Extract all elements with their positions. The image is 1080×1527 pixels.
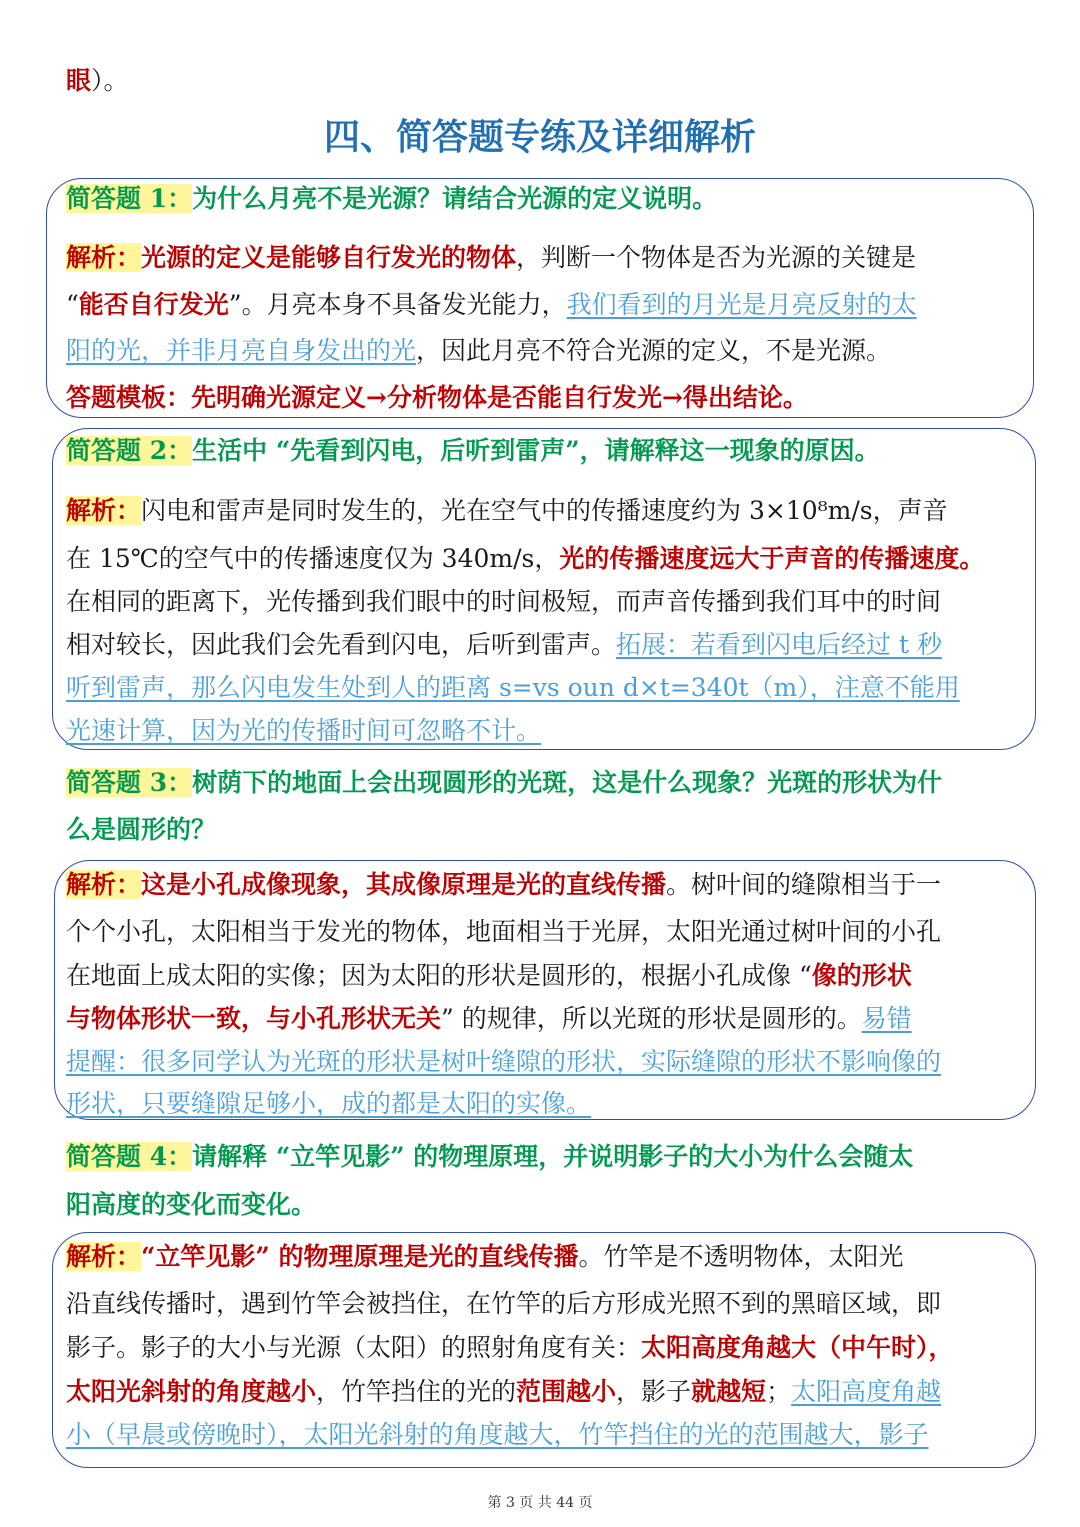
q3-analysis-line-2: 个个小孔，太阳相当于发光的物体，地面相当于光屏，太阳光通过树叶间的小孔 <box>66 917 942 946</box>
q3-analysis-line-5: 提醒：很多同学认为光斑的形状是树叶缝隙的形状，实际缝隙的形状不影响像的 <box>66 1047 942 1076</box>
q3-question-line-2: 么是圆形的？ <box>66 815 217 844</box>
q2-analysis-line-2: 在 15℃的空气中的传播速度仅为 340m/s，光的传播速度远大于声音的传播速度。 <box>66 544 985 573</box>
q1-question: 简答题 1：为什么月亮不是光源？请结合光源的定义说明。 <box>66 184 718 213</box>
q2-analysis-line-3: 在相同的距离下，光传播到我们眼中的时间极短，而声音传播到我们耳中的时间 <box>66 587 942 616</box>
q4-question-line-2: 阳高度的变化而变化。 <box>66 1190 317 1219</box>
q2-analysis-line-1: 解析：闪电和雷声是同时发生的，光在空气中的传播速度约为 3×10⁸m/s，声音 <box>66 496 948 525</box>
q4-analysis-line-4: 太阳光斜射的角度越小，竹竿挡住的光的范围越小，影子就越短；太阳高度角越 <box>66 1377 942 1406</box>
q1-answer-template: 答题模板：先明确光源定义→分析物体是否能自行发光→得出结论。 <box>66 383 808 412</box>
q3-analysis-line-1: 解析：这是小孔成像现象，其成像原理是光的直线传播。树叶间的缝隙相当于一 <box>66 870 942 899</box>
q4-analysis-line-2: 沿直线传播时，遇到竹竿会被挡住，在竹竿的后方形成光照不到的黑暗区域，即 <box>66 1289 942 1318</box>
q4-analysis-line-5: 小（早晨或傍晚时），太阳光斜射的角度越大，竹竿挡住的光的范围越大，影子 <box>66 1420 929 1449</box>
q3-analysis-line-6: 形状，只要缝隙足够小，成的都是太阳的实像。 <box>66 1089 592 1118</box>
q1-analysis-line-1: 解析：光源的定义是能够自行发光的物体，判断一个物体是否为光源的关键是 <box>66 243 917 272</box>
q4-analysis-line-1: 解析：“立竿见影” 的物理原理是光的直线传播。竹竿是不透明物体，太阳光 <box>66 1242 904 1271</box>
section-title: 四、简答题专练及详细解析 <box>323 116 756 158</box>
q3-question-line-1: 简答题 3：树荫下的地面上会出现圆形的光斑，这是什么现象？光斑的形状为什 <box>66 768 943 797</box>
q2-analysis-line-4: 相对较长，因此我们会先看到闪电，后听到雷声。拓展：若看到闪电后经过 t 秒 <box>66 630 942 659</box>
q2-analysis-line-5: 听到雷声，那么闪电发生处到人的距离 s=vs oun d×t=340t（m），注意不能用 <box>66 673 960 702</box>
q4-analysis-line-3: 影子。影子的大小与光源（太阳）的照射角度有关：太阳高度角越大（中午时）， <box>66 1333 954 1362</box>
q1-analysis-line-3: 阳的光，并非月亮自身发出的光，因此月亮不符合光源的定义，不是光源。 <box>66 336 892 365</box>
page-footer: 第 3 页 共 44 页 <box>487 1495 593 1511</box>
q2-analysis-line-6: 光速计算，因为光的传播时间可忽略不计。 <box>66 716 542 745</box>
q4-question-line-1: 简答题 4：请解释 “立竿见影” 的物理原理，并说明影子的大小为什么会随太 <box>66 1142 914 1171</box>
q2-question: 简答题 2：生活中 “先看到闪电，后听到雷声”，请解释这一现象的原因。 <box>66 436 880 465</box>
q3-analysis-line-4: 与物体形状一致，与小孔形状无关” 的规律，所以光斑的形状是圆形的。易错 <box>66 1004 912 1033</box>
q1-analysis-line-2: “能否自行发光”。月亮本身不具备发光能力，我们看到的月光是月亮反射的太 <box>66 290 917 319</box>
q3-analysis-line-3: 在地面上成太阳的实像；因为太阳的形状是圆形的，根据小孔成像 “像的形状 <box>66 961 912 990</box>
continued-line: 眼）。 <box>66 66 129 95</box>
